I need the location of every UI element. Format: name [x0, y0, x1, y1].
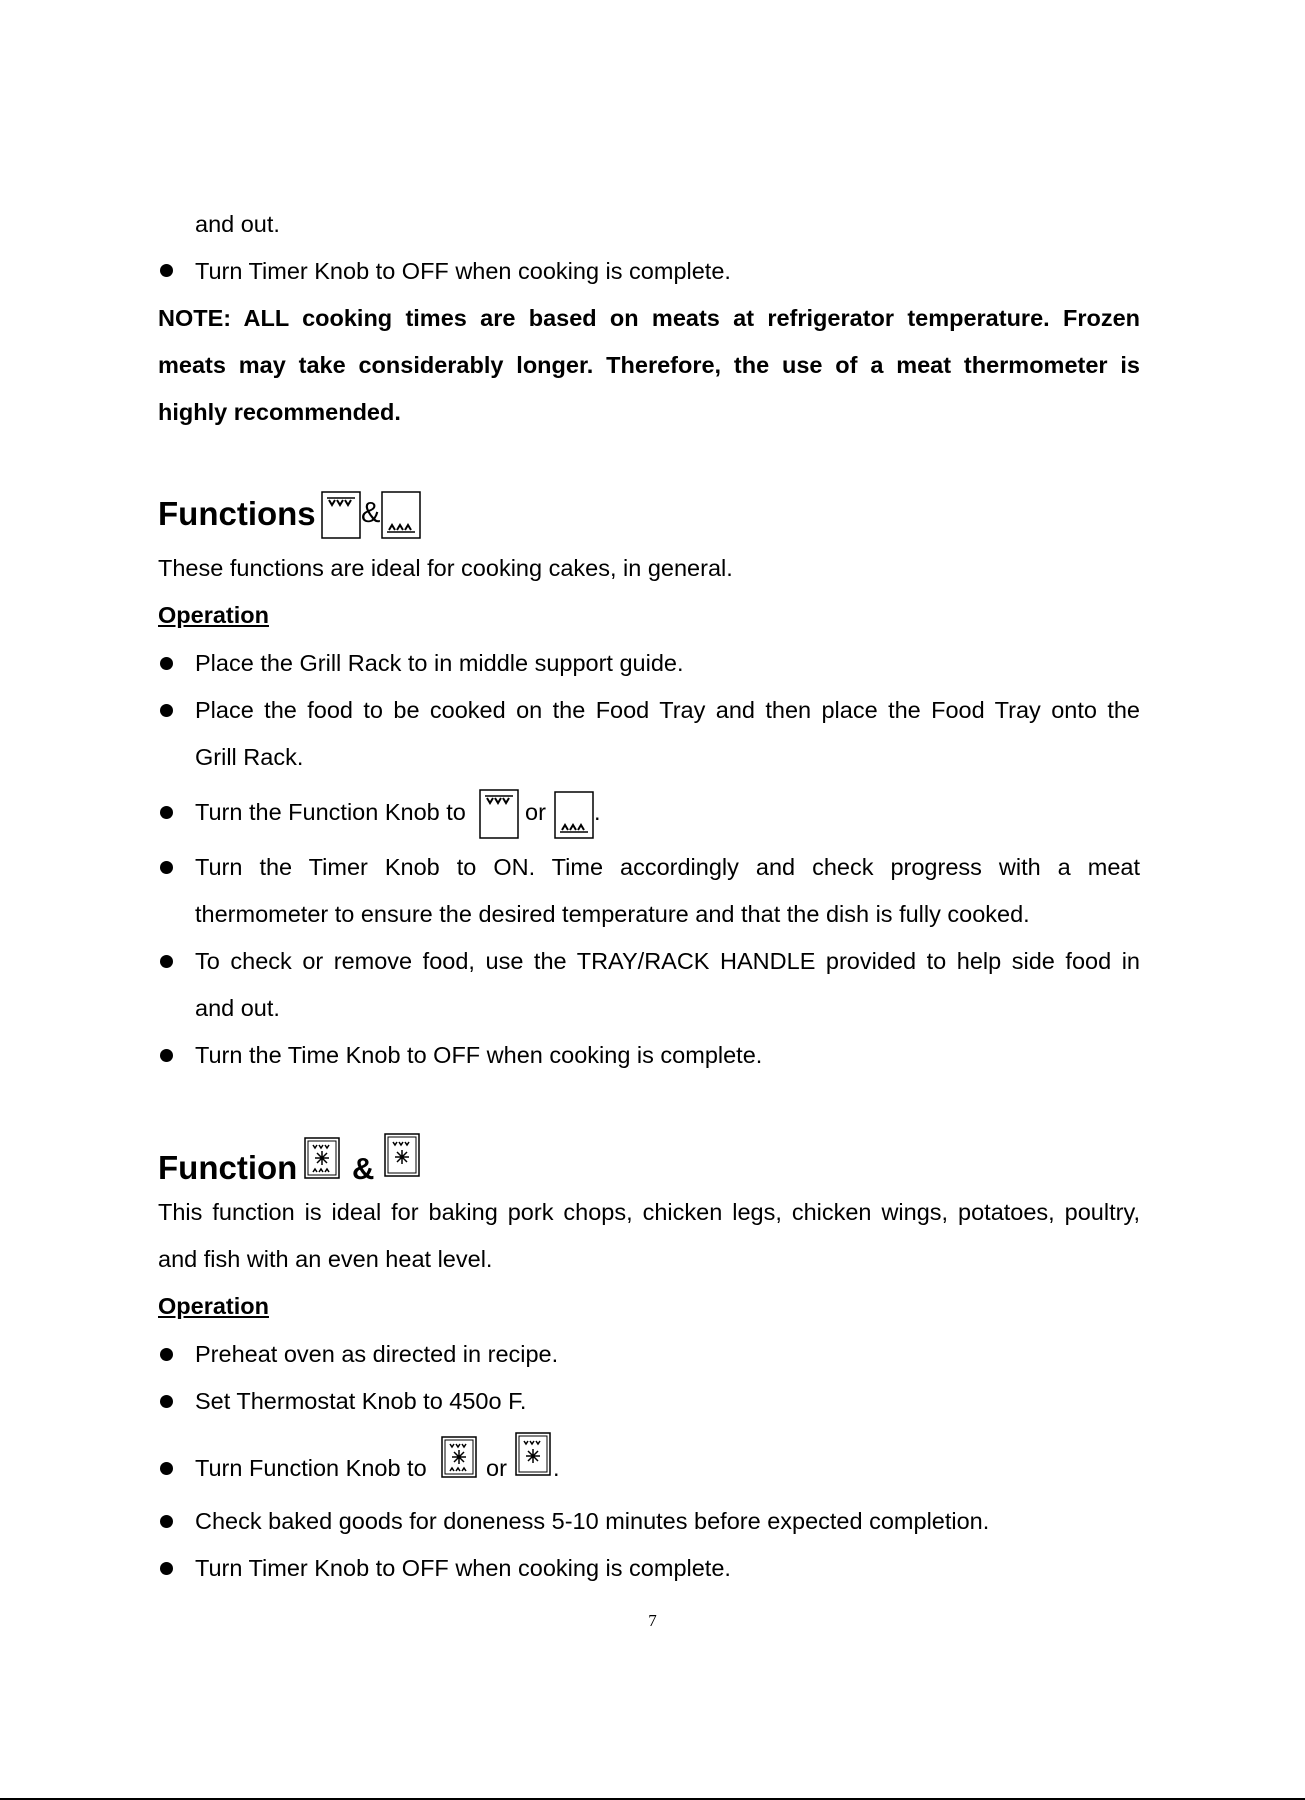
bullet-dot [160, 1049, 173, 1062]
bullet-dot [160, 861, 173, 874]
list-item: Set Thermostat Knob to 450o F. [195, 1388, 527, 1414]
section-intro-continued: and fish with an even heat level. [158, 1246, 493, 1272]
heading-text: Function [158, 1149, 298, 1186]
list-item: To check or remove food, use the TRAY/RACK HANDLE provided to help side food in [195, 948, 1140, 974]
list-item-continued: thermometer to ensure the desired temperature and that the dish is fully cooked. [195, 901, 1030, 927]
section-heading-functions [158, 497, 316, 530]
list-item: Check baked goods for doneness 5-10 minutes before expected completion. [195, 1508, 990, 1534]
bullet-dot [160, 657, 173, 670]
note-line: highly recommended. [158, 399, 401, 425]
list-item-continued: Grill Rack. [195, 744, 304, 770]
heading-ampersand: & [352, 1151, 375, 1186]
bottom-heating-element-icon [381, 491, 421, 539]
heading-ampersand: & [361, 497, 381, 529]
bullet-dot [160, 264, 173, 277]
convection-top-icon [384, 1133, 420, 1177]
period-text: . [594, 799, 601, 825]
section-intro: These functions are ideal for cooking cakes, in general. [158, 555, 733, 581]
or-text: or [525, 799, 546, 825]
bullet-dot [160, 704, 173, 717]
bullet-dot [160, 1515, 173, 1528]
bullet-dot [160, 1348, 173, 1361]
top-heating-element-icon [479, 789, 519, 839]
bullet-dot [160, 1562, 173, 1575]
list-item: Place the food to be cooked on the Food Tray and then place the Food Tray onto the [195, 697, 1140, 723]
list-item: Preheat oven as directed in recipe. [195, 1341, 559, 1367]
note-line: NOTE: ALL cooking times are based on meats at refrigerator temperature. Frozen [158, 305, 1140, 331]
operation-label: Operation [158, 602, 269, 628]
note-line: meats may take considerably longer. Therefore, the use of a meat thermometer is [158, 352, 1140, 378]
period-text: . [553, 1455, 560, 1481]
list-item-continued: and out. [195, 995, 280, 1021]
operation-label: Operation [158, 1293, 269, 1319]
list-item: Turn Timer Knob to OFF when cooking is complete. [195, 1555, 731, 1581]
bullet-dot [160, 1462, 173, 1475]
continuation-text: and out. [195, 211, 280, 237]
section-intro: This function is ideal for baking pork chops, chicken legs, chicken wings, potatoes, poultry, [158, 1199, 1140, 1225]
bullet-dot [160, 806, 173, 819]
or-text: or [486, 1455, 507, 1481]
convection-top-icon [515, 1432, 551, 1476]
convection-top-bottom-icon [441, 1436, 477, 1478]
list-item: Turn Timer Knob to OFF when cooking is complete. [195, 258, 731, 284]
page-number: 7 [648, 1611, 657, 1630]
heading-text: Functions [158, 495, 316, 532]
list-item: Turn the Timer Knob to ON. Time accordingly and check progress with a meat [195, 854, 1140, 880]
bullet-dot [160, 955, 173, 968]
bottom-heating-element-icon [554, 791, 594, 839]
list-item: Turn the Function Knob to [195, 799, 466, 825]
list-item: Turn Function Knob to [195, 1455, 427, 1481]
top-heating-element-icon [321, 491, 361, 539]
list-item: Turn the Time Knob to OFF when cooking is complete. [195, 1042, 763, 1068]
list-item: Place the Grill Rack to in middle support guide. [195, 650, 684, 676]
bullet-dot [160, 1395, 173, 1408]
section-heading-function [158, 1151, 297, 1184]
convection-top-bottom-icon [304, 1137, 340, 1179]
